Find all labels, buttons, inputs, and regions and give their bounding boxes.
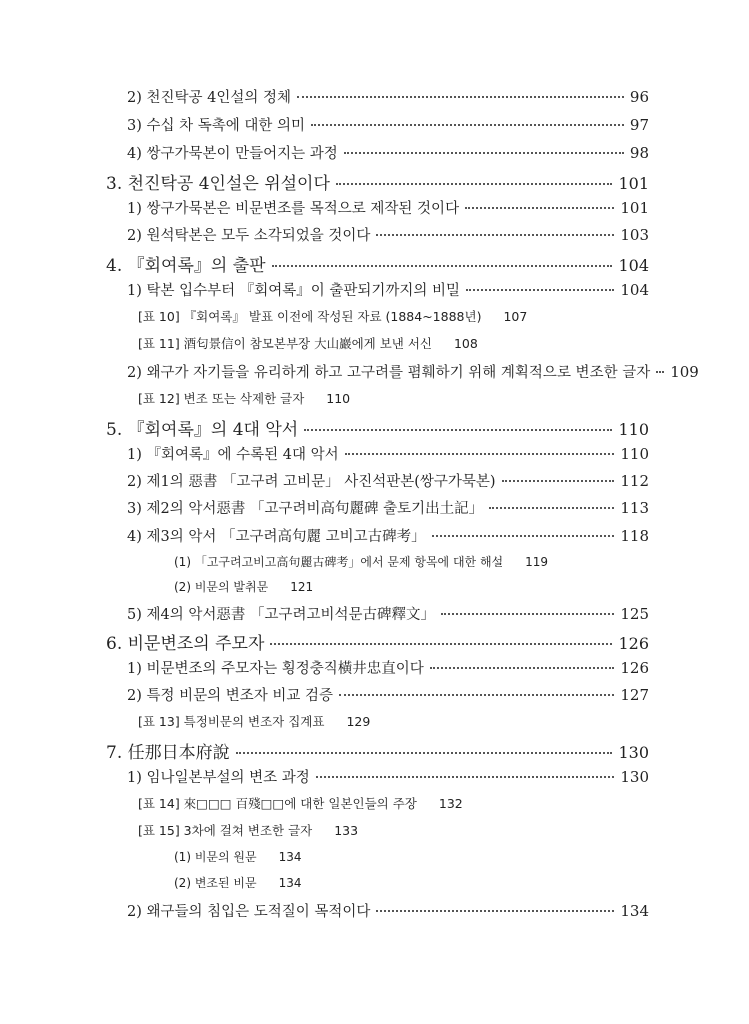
toc-entry-title: 2) 특정 비문의 변조자 비교 검증 — [127, 688, 334, 704]
toc-table-title: [표 15] 3차에 걸쳐 변조한 글자 — [138, 823, 313, 838]
toc-entry-page: 113 — [620, 499, 649, 517]
toc-entry-title: 4) 제3의 악서 「고구려高句麗 고비고古碑考」 — [127, 529, 426, 545]
toc-chapter-title: 4. 『회여록』의 출판 — [106, 256, 266, 276]
toc-table-page: 133 — [334, 823, 359, 838]
toc-table-entry[interactable] — [138, 821, 358, 839]
toc-entry-title: 4) 쌍구가묵본이 만들어지는 과정 — [127, 146, 338, 162]
toc-entry-title: 5) 제4의 악서惡書 「고구려고비석문古碑釋文」 — [127, 607, 436, 623]
toc-entry[interactable] — [127, 900, 649, 921]
dot-leader — [376, 234, 614, 236]
toc-table-entry[interactable] — [138, 334, 478, 352]
toc-entry-page: 104 — [620, 281, 649, 299]
toc-entry-title: 1) 비문변조의 주모자는 횡정충직橫井忠直이다 — [127, 661, 424, 677]
toc-entry-page: 98 — [629, 144, 649, 162]
dot-leader — [656, 371, 664, 373]
dot-leader — [236, 752, 613, 754]
toc-entry[interactable] — [127, 766, 649, 787]
toc-entry[interactable] — [127, 197, 649, 218]
toc-entry-title: 2) 왜구가 자기들을 유리하게 하고 고구려를 폄훼하기 위해 계획적으로 변조한 글자 — [127, 365, 651, 381]
toc-table-entry[interactable] — [138, 307, 527, 325]
toc-entry-title: 3) 제2의 악서惡書 「고구려비高句麗碑 출토기出土記」 — [127, 501, 484, 517]
dot-leader — [376, 910, 614, 912]
toc-table-title: [표 11] 酒匂景信이 참모본부장 大山巖에게 보낸 서신 — [138, 336, 432, 351]
toc-entry-title: 2) 천진탁공 4인설의 정체 — [127, 90, 291, 106]
toc-entry[interactable] — [127, 361, 699, 382]
toc-sub-title: (1) 비문의 원문 — [174, 850, 257, 864]
toc-chapter-title: 3. 천진탁공 4인설은 위설이다 — [106, 174, 330, 194]
toc-entry-page: 125 — [620, 605, 649, 623]
toc-sub-entry[interactable] — [174, 874, 302, 891]
toc-chapter[interactable] — [106, 169, 649, 194]
toc-table-entry[interactable] — [138, 712, 370, 730]
toc-entry-page: 127 — [620, 686, 649, 704]
toc-entry[interactable] — [127, 443, 649, 464]
dot-leader — [465, 207, 614, 209]
toc-sub-title: (2) 비문의 발취문 — [174, 580, 269, 594]
dot-leader — [316, 776, 615, 778]
dot-leader — [272, 265, 613, 267]
toc-sub-entry[interactable] — [174, 848, 302, 865]
toc-entry-page: 130 — [620, 768, 649, 786]
toc-entry-title: 2) 왜구들의 침입은 도적질이 목적이다 — [127, 904, 371, 920]
dot-leader — [336, 183, 613, 185]
dot-leader — [339, 694, 614, 696]
toc-sub-page: 119 — [525, 555, 549, 569]
toc-entry[interactable] — [127, 142, 649, 163]
toc-table-title: [표 12] 변조 또는 삭제한 글자 — [138, 391, 305, 406]
dot-leader — [344, 152, 624, 154]
dot-leader — [297, 96, 624, 98]
toc-sub-page: 134 — [278, 876, 302, 890]
toc-table-page: 129 — [346, 714, 371, 729]
toc-entry-title: 2) 제1의 惡書 「고구려 고비문」 사진석판본(쌍구가묵본) — [127, 474, 496, 490]
toc-entry-title: 3) 수십 차 독촉에 대한 의미 — [127, 118, 305, 134]
toc-table-page: 132 — [438, 796, 463, 811]
toc-chapter-title: 7. 任那日本府說 — [106, 743, 230, 763]
toc-chapter[interactable] — [106, 251, 649, 276]
toc-entry-page: 112 — [620, 472, 649, 490]
dot-leader — [441, 613, 614, 615]
toc-sub-entry[interactable] — [174, 553, 548, 570]
toc-sub-entry[interactable] — [174, 578, 313, 595]
toc-entry-title: 2) 원석탁본은 모두 소각되었을 것이다 — [127, 228, 371, 244]
toc-chapter-page: 101 — [618, 174, 649, 193]
toc-sub-title: (2) 변조된 비문 — [174, 876, 257, 890]
toc-chapter-page: 110 — [618, 420, 649, 439]
toc-chapter-page: 104 — [618, 256, 649, 275]
dot-leader — [345, 453, 615, 455]
toc-entry[interactable] — [127, 86, 649, 107]
toc-entry[interactable] — [127, 279, 649, 300]
dot-leader — [489, 507, 614, 509]
toc-chapter-page: 126 — [618, 634, 649, 653]
toc-entry[interactable] — [127, 470, 649, 491]
toc-table-title: [표 10] 『회여록』 발표 이전에 작성된 자료 (1884~1888년) — [138, 309, 482, 324]
toc-table-entry[interactable] — [138, 794, 463, 812]
toc-table-title: [표 14] 來□□□ 百殘□□에 대한 일본인들의 주장 — [138, 796, 417, 811]
toc-entry-page: 97 — [629, 116, 649, 134]
toc-entry-title: 1) 쌍구가묵본은 비문변조를 목적으로 제작된 것이다 — [127, 201, 460, 217]
toc-table-page: 107 — [503, 309, 528, 324]
toc-chapter-title: 6. 비문변조의 주모자 — [106, 634, 265, 654]
toc-entry-page: 134 — [620, 902, 649, 920]
toc-table-page: 108 — [453, 336, 478, 351]
toc-chapter[interactable] — [106, 415, 649, 440]
dot-leader — [311, 124, 624, 126]
toc-entry-page: 118 — [620, 527, 649, 545]
toc-entry-page: 101 — [620, 199, 649, 217]
dot-leader — [502, 480, 615, 482]
toc-entry[interactable] — [127, 525, 649, 546]
dot-leader — [432, 535, 615, 537]
toc-chapter-page: 130 — [618, 743, 649, 762]
toc-entry[interactable] — [127, 603, 649, 624]
toc-entry-page: 126 — [620, 659, 649, 677]
toc-chapter-title: 5. 『회여록』의 4대 악서 — [106, 420, 299, 440]
toc-entry-title: 1) 임나일본부설의 변조 과정 — [127, 770, 310, 786]
toc-chapter[interactable] — [106, 629, 649, 654]
toc-entry[interactable] — [127, 114, 649, 135]
toc-entry[interactable] — [127, 684, 649, 705]
toc-entry-title: 1) 『회여록』에 수록된 4대 악서 — [127, 447, 339, 463]
toc-entry[interactable] — [127, 657, 649, 678]
toc-table-title: [표 13] 특정비문의 변조자 집계표 — [138, 714, 325, 729]
toc-sub-title: (1) 「고구려고비고高句麗古碑考」에서 문제 항목에 대한 해설 — [174, 555, 504, 569]
dot-leader — [430, 667, 615, 669]
toc-sub-page: 121 — [290, 580, 314, 594]
toc-sub-page: 134 — [278, 850, 302, 864]
dot-leader — [304, 429, 612, 431]
toc-entry[interactable] — [127, 224, 649, 245]
dot-leader — [270, 643, 612, 645]
toc-entry-page: 109 — [670, 363, 699, 381]
toc-entry-page: 96 — [629, 88, 649, 106]
toc-entry-page: 103 — [620, 226, 649, 244]
toc-chapter[interactable] — [106, 738, 649, 763]
toc-table-page: 110 — [326, 391, 351, 406]
toc-entry[interactable] — [127, 497, 649, 518]
dot-leader — [466, 289, 614, 291]
toc-entry-page: 110 — [620, 445, 649, 463]
toc-entry-title: 1) 탁본 입수부터 『회여록』이 출판되기까지의 비밀 — [127, 283, 461, 299]
toc-table-entry[interactable] — [138, 389, 350, 407]
